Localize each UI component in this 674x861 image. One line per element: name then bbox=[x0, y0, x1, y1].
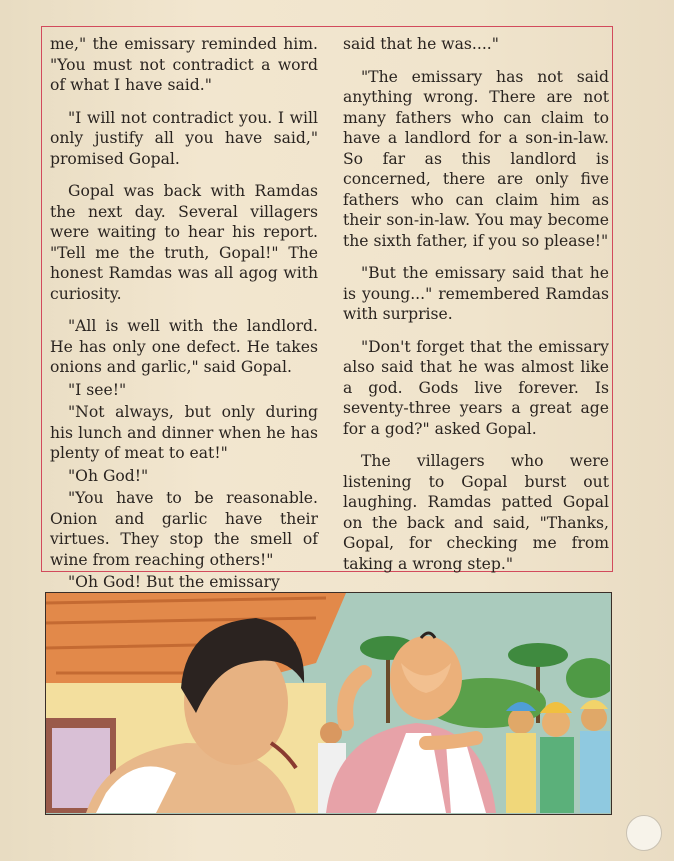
paragraph: "Oh God! But the emissary bbox=[68, 573, 280, 591]
paragraph: me," the emissary reminded him. "You must not contradict a word of what I have said." bbox=[50, 35, 318, 94]
paragraph: "The emissary has not said anything wrong. There are not many fathers who can claim to have a landlord for a son-in-law. So far as this landlord is concerned, there are only five fathers who can claim him as their son-in-law. You may become the sixth father, if you so please!" bbox=[343, 67, 609, 250]
paragraph: Gopal was back with Ramdas the next day. Several villagers were waiting to hear his report. "Tell me the truth, Gopal!" The honest Ramdas was all agog with curiosity. bbox=[50, 182, 318, 303]
paragraph: "I see!" bbox=[68, 380, 127, 399]
paragraph: "But the emissary said that he is young..." remembered Ramdas with surprise. bbox=[343, 264, 609, 323]
right-column bbox=[343, 34, 609, 586]
paragraph: "You have to be reasonable. Onion and garlic have their virtues. They stop the smell of wine from reaching others!" bbox=[50, 489, 318, 569]
paragraph: "Not always, but only during his lunch and dinner when he has plenty of meat to eat!" bbox=[50, 403, 318, 462]
paragraph: The villagers who were listening to Gopal burst out laughing. Ramdas patted Gopal on the back and said, "Thanks, Gopal, for checking me from taking a wrong step." bbox=[343, 452, 609, 573]
watermark-badge bbox=[626, 815, 662, 851]
paragraph: "I will not contradict you. I will only justify all you have said," promised Gopal. bbox=[50, 108, 318, 168]
paragraph: "All is well with the landlord. He has only one defect. He takes onions and garlic," said Gopal. bbox=[50, 317, 318, 376]
illustration-art bbox=[46, 593, 610, 813]
paragraph: "Oh God!" bbox=[68, 466, 149, 485]
paragraph: said that he was...." bbox=[343, 35, 499, 53]
story-illustration bbox=[45, 592, 612, 815]
paragraph: "Don't forget that the emissary also said that he was almost like a god. Gods live forever. Is seventy-three years a great age for a god?" asked Gopal. bbox=[343, 337, 609, 438]
left-column bbox=[50, 34, 318, 595]
